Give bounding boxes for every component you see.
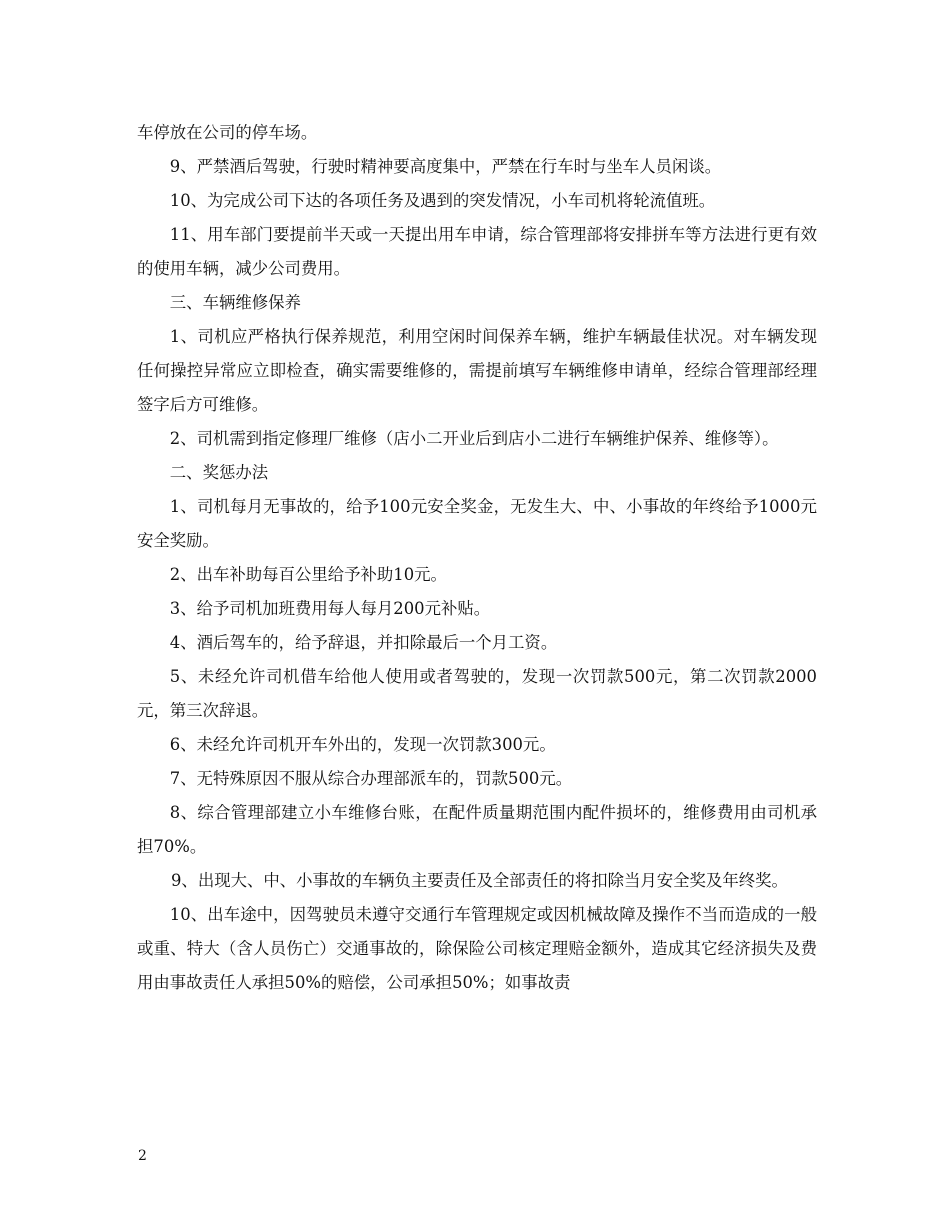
- paragraph: 1、司机每月无事故的，给予100元安全奖金，无发生大、中、小事故的年终给予1000元安全奖励。: [137, 497, 817, 550]
- paragraph: 1、司机应严格执行保养规范，利用空闲时间保养车辆，维护车辆最佳状况。对车辆发现任何操控异常应立即检查，确实需要维修的，需提前填写车辆维修申请单，经综合管理部经理签字后方可维修。: [137, 327, 817, 414]
- paragraph: 10、为完成公司下达的各项任务及遇到的突发情况，小车司机将轮流值班。: [169, 191, 716, 210]
- paragraph: 2、出车补助每百公里给予补助10元。: [169, 565, 447, 584]
- paragraph: 2、司机需到指定修理厂维修（店小二开业后到店小二进行车辆维护保养、维修等）。: [169, 429, 779, 448]
- paragraph: 8、综合管理部建立小车维修台账，在配件质量期范围内配件损坏的，维修费用由司机承担70%。: [137, 803, 817, 856]
- paragraph: 11、用车部门要提前半天或一天提出用车申请，综合管理部将安排拼车等方法进行更有效的使用车辆，减少公司费用。: [137, 225, 817, 278]
- paragraph: 车停放在公司的停车场。: [137, 123, 318, 142]
- paragraph: 三、车辆维修保养: [169, 293, 301, 312]
- paragraph: 7、无特殊原因不服从综合办理部派车的，罚款500元。: [169, 769, 573, 788]
- document-body: [137, 116, 817, 1000]
- paragraph: 9、严禁酒后驾驶，行驶时精神要高度集中，严禁在行车时与坐车人员闲谈。: [169, 157, 722, 176]
- paragraph: 9、出现大、中、小事故的车辆负主要责任及全部责任的将扣除当月安全奖及年终奖。: [171, 871, 788, 890]
- page-number: 2: [138, 1148, 147, 1164]
- paragraph: 6、未经允许司机开车外出的，发现一次罚款300元。: [169, 735, 556, 754]
- paragraph: 10、出车途中，因驾驶员未遵守交通行车管理规定或因机械故障及操作不当而造成的一般或重、特大（含人员伤亡）交通事故的，除保险公司核定理赔金额外，造成其它经济损失及费用由事故责任人承担50%的赔偿，公司承担50%；如事故责: [137, 905, 817, 992]
- paragraph: 3、给予司机加班费用每人每月200元补贴。: [169, 599, 491, 618]
- paragraph: 二、奖惩办法: [169, 463, 269, 482]
- paragraph: 4、酒后驾车的，给予辞退，并扣除最后一个月工资。: [169, 633, 558, 652]
- paragraph: 5、未经允许司机借车给他人使用或者驾驶的，发现一次罚款500元，第二次罚款2000元，第三次辞退。: [137, 667, 817, 720]
